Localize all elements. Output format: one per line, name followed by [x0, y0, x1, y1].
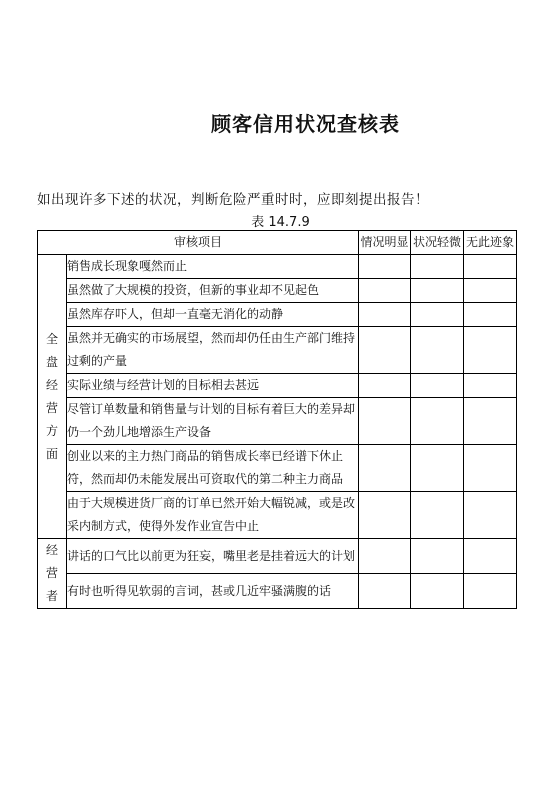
check-cell-none[interactable]: [464, 303, 517, 327]
credit-check-table: [37, 230, 517, 609]
check-cell-slight[interactable]: [411, 374, 464, 398]
check-cell-obvious[interactable]: [359, 398, 411, 445]
item-text: 虽然库存吓人，但却一直毫无消化的动静: [67, 303, 359, 327]
check-cell-obvious[interactable]: [359, 327, 411, 374]
check-cell-none[interactable]: [464, 279, 517, 303]
check-cell-obvious[interactable]: [359, 374, 411, 398]
table-row: [38, 574, 517, 609]
table-row: [38, 303, 517, 327]
table-row: [38, 445, 517, 492]
section-label-overall: 全盘经营方面: [38, 255, 67, 539]
table-number: 表 14.7.9: [251, 215, 310, 230]
check-cell-slight[interactable]: [411, 492, 464, 539]
table-row: [38, 374, 517, 398]
check-cell-obvious[interactable]: [359, 539, 411, 574]
item-text: 虽然并无确实的市场展望，然而却仍任由生产部门维持过剩的产量: [67, 327, 359, 374]
check-cell-slight[interactable]: [411, 255, 464, 279]
check-cell-none[interactable]: [464, 327, 517, 374]
item-text: 实际业绩与经营计划的目标相去甚远: [67, 374, 359, 398]
check-cell-slight[interactable]: [411, 445, 464, 492]
check-cell-none[interactable]: [464, 539, 517, 574]
check-cell-slight[interactable]: [411, 279, 464, 303]
item-text: 销售成长现象嘎然而止: [67, 255, 359, 279]
table-row: [38, 492, 517, 539]
header-none: 无此迹象: [464, 231, 517, 255]
check-cell-none[interactable]: [464, 255, 517, 279]
check-cell-none[interactable]: [464, 492, 517, 539]
header-row: [38, 231, 517, 255]
document-title: 顾客信用状况查核表: [211, 112, 400, 136]
check-cell-slight[interactable]: [411, 327, 464, 374]
check-cell-obvious[interactable]: [359, 574, 411, 609]
item-text: 由于大规模进货厂商的订单已然开始大幅锐减，或是改采内制方式，使得外发作业宣告中止: [67, 492, 359, 539]
table-row: [38, 398, 517, 445]
check-cell-none[interactable]: [464, 574, 517, 609]
header-obvious: 情况明显: [359, 231, 411, 255]
check-cell-slight[interactable]: [411, 398, 464, 445]
section-label-manager: 经营者: [38, 539, 67, 609]
check-cell-slight[interactable]: [411, 539, 464, 574]
check-cell-obvious[interactable]: [359, 492, 411, 539]
check-cell-none[interactable]: [464, 445, 517, 492]
header-slight: 状况轻微: [411, 231, 464, 255]
item-text: 尽管订单数量和销售量与计划的目标有着巨大的差异却仍一个劲儿地增添生产设备: [67, 398, 359, 445]
table-row: [38, 327, 517, 374]
item-text: 虽然做了大规模的投资，但新的事业却不见起色: [67, 279, 359, 303]
table-row: [38, 255, 517, 279]
item-text: 讲话的口气比以前更为狂妄，嘴里老是挂着远大的计划: [67, 539, 359, 574]
table-row: [38, 279, 517, 303]
header-audit-item: 审核项目: [38, 231, 359, 255]
table-row: [38, 539, 517, 574]
check-cell-obvious[interactable]: [359, 445, 411, 492]
check-cell-obvious[interactable]: [359, 255, 411, 279]
item-text: 有时也听得见软弱的言词，甚或几近牢骚满腹的话: [67, 574, 359, 609]
check-cell-slight[interactable]: [411, 574, 464, 609]
check-cell-none[interactable]: [464, 374, 517, 398]
check-cell-obvious[interactable]: [359, 279, 411, 303]
intro-text: 如出现许多下述的状况，判断危险严重时时，应即刻提出报告！: [37, 192, 429, 208]
item-text: 创业以来的主力热门商品的销售成长率已经谱下休止符，然而却仍未能发展出可资取代的第二种主力商品: [67, 445, 359, 492]
check-cell-slight[interactable]: [411, 303, 464, 327]
check-cell-none[interactable]: [464, 398, 517, 445]
check-cell-obvious[interactable]: [359, 303, 411, 327]
